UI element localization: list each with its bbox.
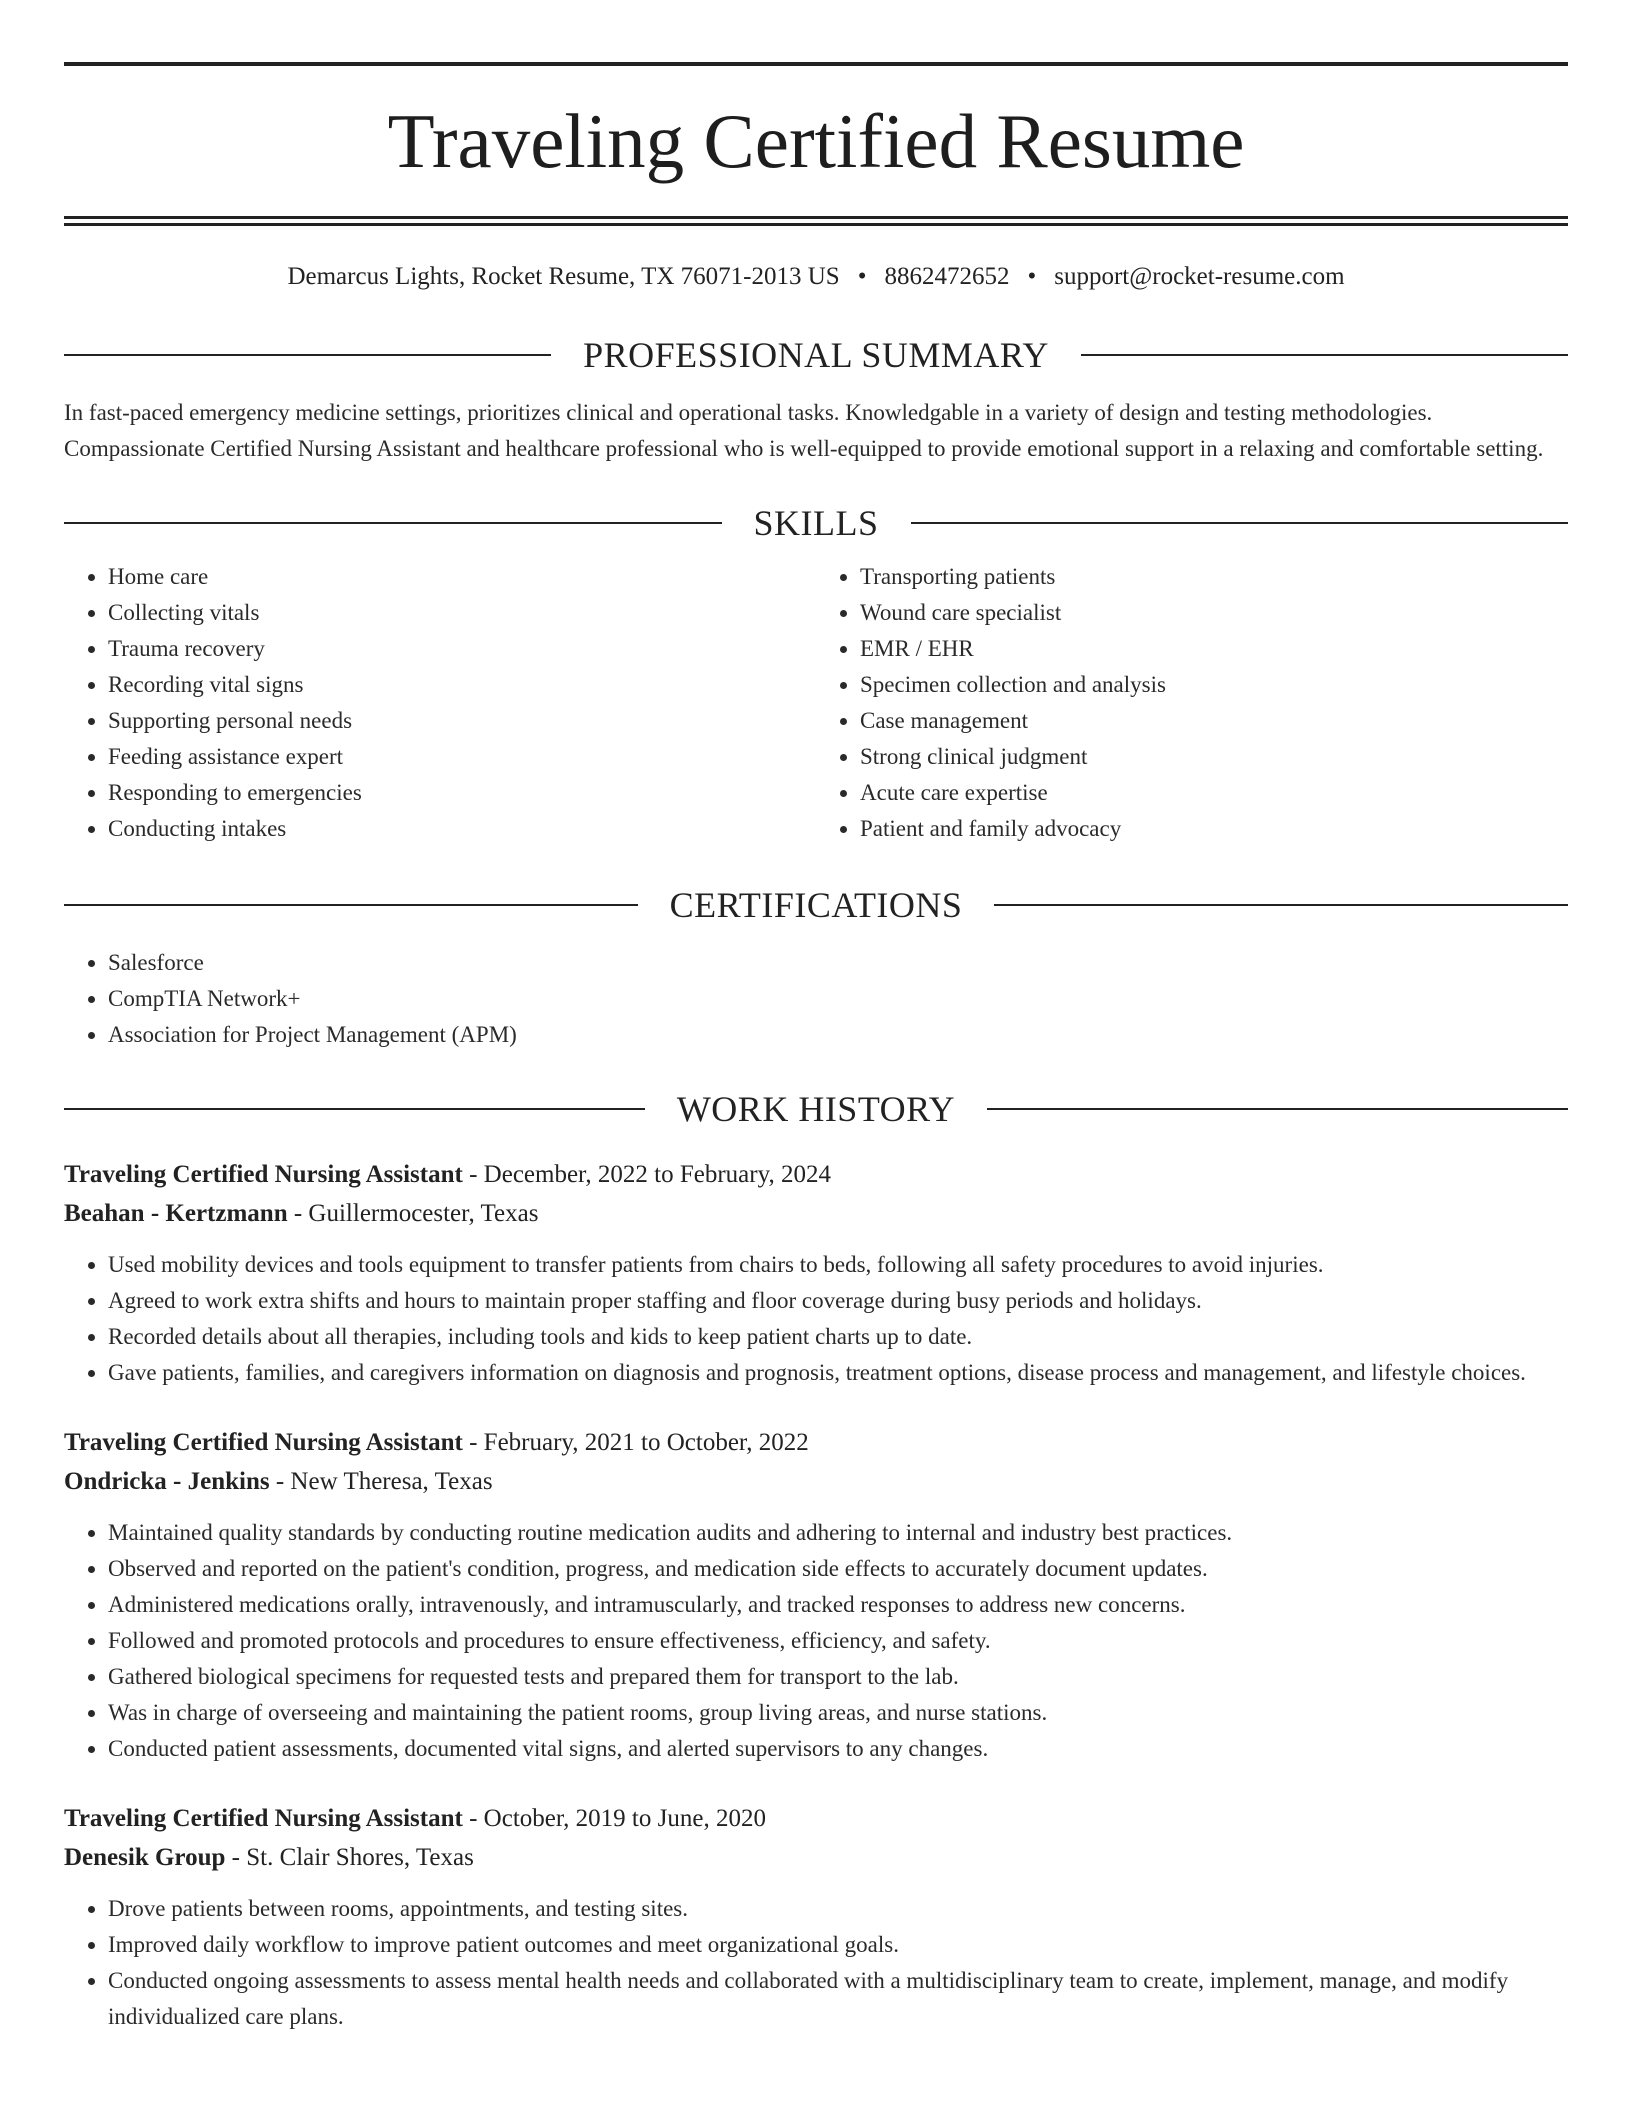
skills-grid <box>64 559 1568 847</box>
job-company: Denesik Group <box>64 1844 226 1871</box>
job-bullet: • Gathered biological specimens for requested tests and prepared them for transport to the lab. <box>108 1659 1568 1695</box>
skill-item: • Wound care specialist <box>860 595 1568 631</box>
skills-left-list <box>64 559 816 847</box>
summary-section-header <box>64 337 1568 373</box>
work-history-section-header <box>64 1091 1568 1127</box>
job-bullet: • Conducted ongoing assessments to assess mental health needs and collaborated with a multidisciplinary team to create, implement, manage, and modify individualized care plans. <box>108 1963 1568 2035</box>
job-entry <box>64 1799 1568 2035</box>
job-entry <box>64 1423 1568 1767</box>
skill-item: • Patient and family advocacy <box>860 811 1568 847</box>
job-company-line <box>64 1838 1568 1877</box>
contact-email: support@rocket-resume.com <box>1054 263 1345 290</box>
job-title-line <box>64 1155 1568 1194</box>
top-rule <box>64 62 1568 66</box>
contact-line <box>64 264 1568 289</box>
resume-title: Traveling Certified Resume <box>387 98 1245 184</box>
contact-separator: • <box>857 263 867 290</box>
job-dates: - February, 2021 to October, 2022 <box>462 1429 809 1456</box>
certifications-list <box>64 945 1568 1053</box>
section-rule-right <box>1081 354 1568 356</box>
job-title: Traveling Certified Nursing Assistant <box>64 1805 463 1832</box>
skill-item: • Transporting patients <box>860 559 1568 595</box>
certifications-heading: CERTIFICATIONS <box>669 885 963 925</box>
work-history-heading: WORK HISTORY <box>676 1089 956 1129</box>
job-bullet: • Improved daily workflow to improve patient outcomes and meet organizational goals. <box>108 1927 1568 1963</box>
job-company: Ondricka - Jenkins <box>64 1468 270 1495</box>
job-bullet: • Was in charge of overseeing and maintaining the patient rooms, group living areas, and nurse stations. <box>108 1695 1568 1731</box>
job-title-line <box>64 1799 1568 1838</box>
job-bullet: • Drove patients between rooms, appointments, and testing sites. <box>108 1891 1568 1927</box>
section-rule-right <box>987 1108 1568 1110</box>
skills-right-list <box>816 559 1568 847</box>
contact-address: Demarcus Lights, Rocket Resume, TX 76071-2013 US <box>287 263 840 290</box>
contact-separator: • <box>1027 263 1037 290</box>
skill-item: • Strong clinical judgment <box>860 739 1568 775</box>
job-bullets <box>64 1247 1568 1391</box>
job-bullet: • Administered medications orally, intravenously, and intramuscularly, and tracked responses to address new concerns. <box>108 1587 1568 1623</box>
skill-item: • Case management <box>860 703 1568 739</box>
job-title-line <box>64 1423 1568 1462</box>
job-location: - New Theresa, Texas <box>269 1468 493 1495</box>
job-entry <box>64 1155 1568 1391</box>
job-bullets <box>64 1891 1568 2035</box>
skill-item: • Acute care expertise <box>860 775 1568 811</box>
summary-heading: PROFESSIONAL SUMMARY <box>583 335 1049 375</box>
section-rule-left <box>64 354 551 356</box>
certification-item: • Salesforce <box>108 945 1568 981</box>
section-rule-left <box>64 522 722 524</box>
skill-item: • Collecting vitals <box>108 595 816 631</box>
skill-item: • Trauma recovery <box>108 631 816 667</box>
section-rule-left <box>64 904 638 906</box>
job-location: - St. Clair Shores, Texas <box>225 1844 474 1871</box>
certifications-section-header <box>64 887 1568 923</box>
job-bullet: • Used mobility devices and tools equipment to transfer patients from chairs to beds, following all safety procedures to avoid injuries. <box>108 1247 1568 1283</box>
job-bullet: • Gave patients, families, and caregivers information on diagnosis and prognosis, treatment options, disease process and management, and lifestyle choices. <box>108 1355 1568 1391</box>
job-bullet: • Maintained quality standards by conducting routine medication audits and adhering to internal and industry best practices. <box>108 1515 1568 1551</box>
skill-item: • Supporting personal needs <box>108 703 816 739</box>
job-bullet: • Followed and promoted protocols and procedures to ensure effectiveness, efficiency, and safety. <box>108 1623 1568 1659</box>
section-rule-right <box>911 522 1569 524</box>
skill-item: • Conducting intakes <box>108 811 816 847</box>
job-bullet: • Recorded details about all therapies, including tools and kids to keep patient charts up to date. <box>108 1319 1568 1355</box>
contact-phone: 8862472652 <box>884 263 1010 290</box>
job-company-line <box>64 1194 1568 1233</box>
skill-item: • Feeding assistance expert <box>108 739 816 775</box>
job-dates: - December, 2022 to February, 2024 <box>462 1161 831 1188</box>
job-bullet: • Conducted patient assessments, documented vital signs, and alerted supervisors to any changes. <box>108 1731 1568 1767</box>
skills-heading: SKILLS <box>753 503 879 543</box>
certification-item: • Association for Project Management (APM) <box>108 1017 1568 1053</box>
certification-item: • CompTIA Network+ <box>108 981 1568 1017</box>
section-rule-right <box>994 904 1568 906</box>
skill-item: • Responding to emergencies <box>108 775 816 811</box>
job-company: Beahan - Kertzmann <box>64 1200 288 1227</box>
job-dates: - October, 2019 to June, 2020 <box>462 1805 766 1832</box>
skills-section-header <box>64 505 1568 541</box>
job-title: Traveling Certified Nursing Assistant <box>64 1429 463 1456</box>
job-bullets <box>64 1515 1568 1767</box>
job-title: Traveling Certified Nursing Assistant <box>64 1161 463 1188</box>
job-company-line <box>64 1462 1568 1501</box>
skill-item: • Recording vital signs <box>108 667 816 703</box>
skill-item: • EMR / EHR <box>860 631 1568 667</box>
section-rule-left <box>64 1108 645 1110</box>
title-double-rule <box>64 216 1568 226</box>
job-bullet: • Observed and reported on the patient's condition, progress, and medication side effects to accurately document updates. <box>108 1551 1568 1587</box>
job-location: - Guillermocester, Texas <box>287 1200 539 1227</box>
summary-text: In fast-paced emergency medicine settings, prioritizes clinical and operational tasks. Knowledgable in a variety of design and testing methodologies. Compassionate Certified Nursing Assistant and healthcare professional who is well-equipped to provide emotional support in a relaxing and comfortable setting. <box>64 400 1544 461</box>
skill-item: • Home care <box>108 559 816 595</box>
skill-item: • Specimen collection and analysis <box>860 667 1568 703</box>
job-bullet: • Agreed to work extra shifts and hours to maintain proper staffing and floor coverage during busy periods and holidays. <box>108 1283 1568 1319</box>
